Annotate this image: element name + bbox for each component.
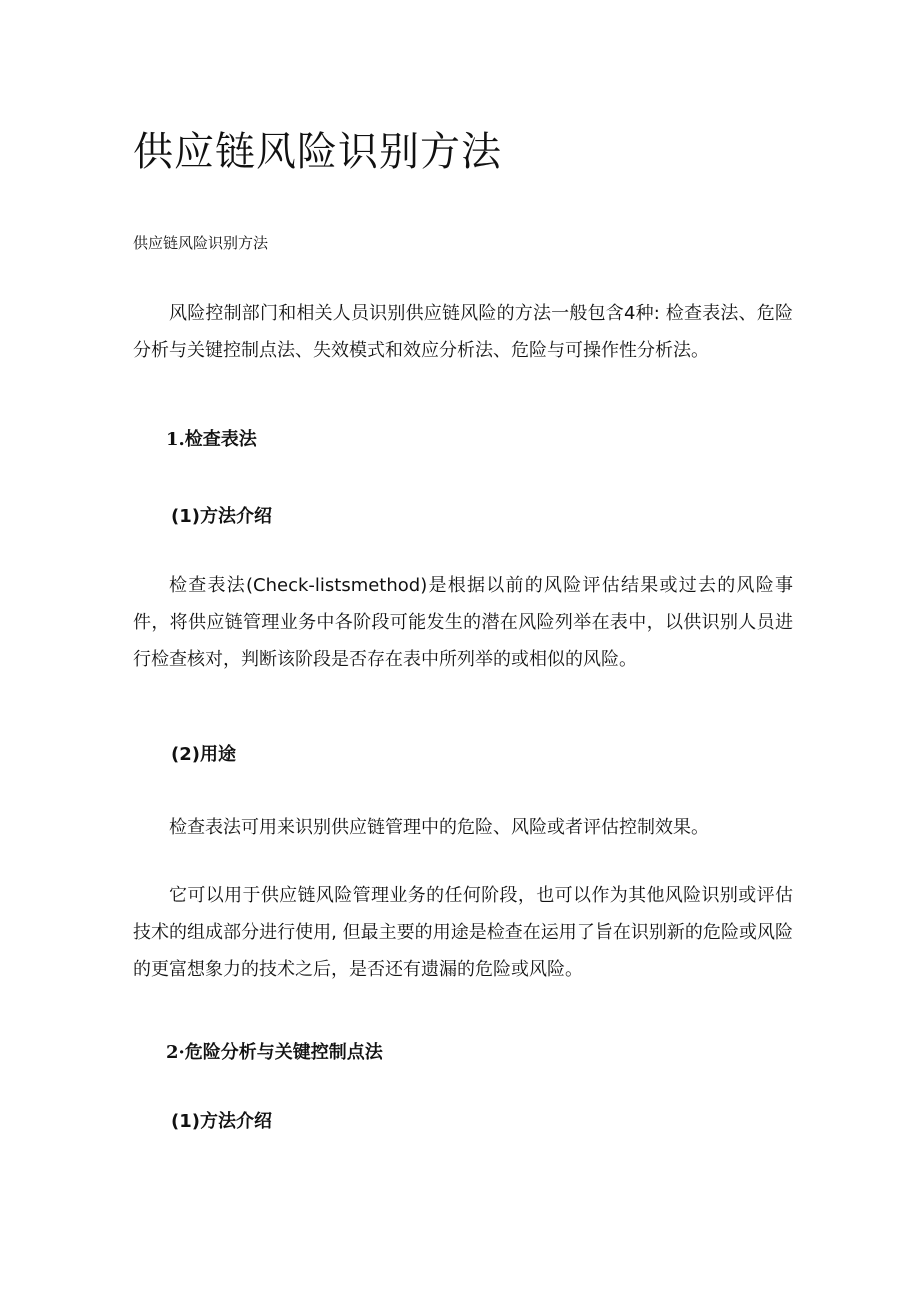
section-1-number: 1. bbox=[166, 429, 185, 450]
section-1-method-paragraph: 检查表法(Check-listsmethod)是根据以前的风险评估结果或过去的风险事件，将供应链管理业务中各阶段可能发生的潜在风险列举在表中，以供识别人员进行检查核对，判断该阶段是否存在表中所列举的或相似的风险。 bbox=[133, 575, 793, 670]
section-2-subheading-1: (1)方法介绍 bbox=[171, 1111, 272, 1132]
section-2-number: 2· bbox=[166, 1042, 185, 1063]
section-1-subheading-1: (1)方法介绍 bbox=[171, 506, 272, 527]
section-2-title: 危险分析与关键控制点法 bbox=[184, 1042, 383, 1063]
section-2-heading bbox=[133, 1034, 826, 1071]
section-1-heading bbox=[133, 421, 826, 458]
document-subtitle: 供应链风险识别方法 bbox=[133, 234, 269, 252]
intro-paragraph: 风险控制部门和相关人员识别供应链风险的方法一般包含4种: 检查表法、危险分析与关键控制点法、失效模式和效应分析法、危险与可操作性分析法。 bbox=[133, 303, 793, 361]
section-1-usage-paragraph-2: 它可以用于供应链风险管理业务的任何阶段，也可以作为其他风险识别或评估技术的组成部分进行使用, 但最主要的用途是检查在运用了旨在识别新的危险或风险的更富想象力的技术之后，是否还有遗漏的危险或风险。 bbox=[133, 885, 793, 980]
section-1-title: 检查表法 bbox=[184, 429, 257, 450]
section-1-subheading-2: (2)用途 bbox=[171, 744, 236, 765]
document-title: 供应链风险识别方法 bbox=[133, 129, 502, 175]
section-1-usage-paragraph-1: 检查表法可用来识别供应链管理中的危险、风险或者评估控制效果。 bbox=[169, 817, 709, 838]
